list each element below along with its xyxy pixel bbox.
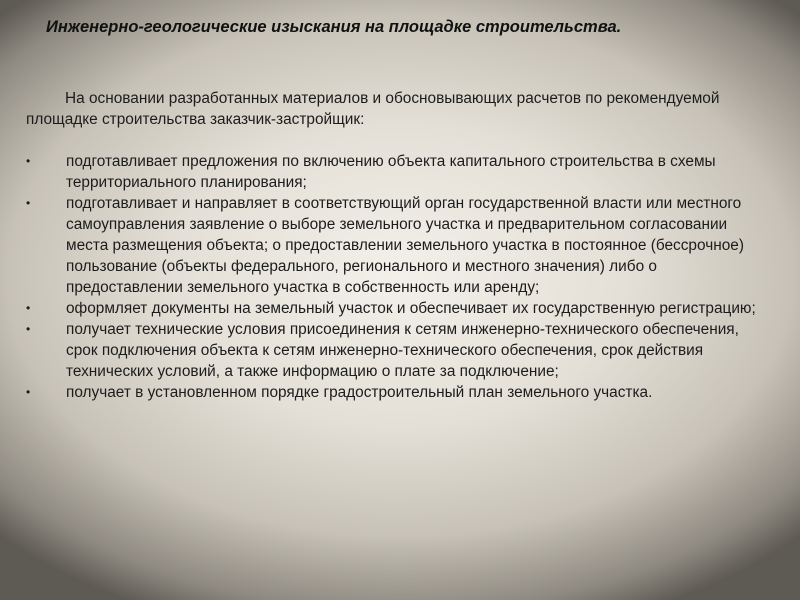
list-item (26, 151, 756, 193)
list-item-text: подготавливает предложения по включению объекта капитального строительства в схемы территориального планирования; (66, 153, 716, 191)
bullet-icon: • (26, 154, 31, 168)
list-item (26, 193, 756, 298)
bullet-icon: • (26, 196, 31, 210)
bullet-icon: • (26, 301, 31, 315)
list-item (26, 382, 756, 403)
bullet-list (26, 151, 756, 403)
slide-body (26, 88, 756, 403)
list-item (26, 319, 756, 382)
list-item-text: получает технические условия присоединения к сетям инженерно-технического обеспечения, срок подключения объекта к сетям инженерно-технического обеспечения, срок действия технических условий, а также информацию о плате за подключение; (66, 321, 739, 380)
list-item-text: оформляет документы на земельный участок и обеспечивает их государственную регистрацию; (66, 300, 756, 317)
list-item-text: подготавливает и направляет в соответствующий орган государственной власти или местного самоуправления заявление о выборе земельного участка и предварительном согласовании места размещения объекта; о предоставлении земельного участка в постоянное (бессрочное) пользование (объекты федерального, регионального и местного значения) либо о предоставлении земельного участка в собственность или аренду; (66, 195, 744, 296)
bullet-icon: • (26, 322, 31, 336)
intro-paragraph: На основании разработанных материалов и обосновывающих расчетов по рекомендуемой площадке строительства заказчик-застройщик: (26, 90, 720, 128)
slide-title: Инженерно-геологические изыскания на площадке строительства. (46, 18, 622, 36)
list-item-text: получает в установленном порядке градостроительный план земельного участка. (66, 384, 653, 401)
list-item (26, 298, 756, 319)
bullet-icon: • (26, 385, 31, 399)
